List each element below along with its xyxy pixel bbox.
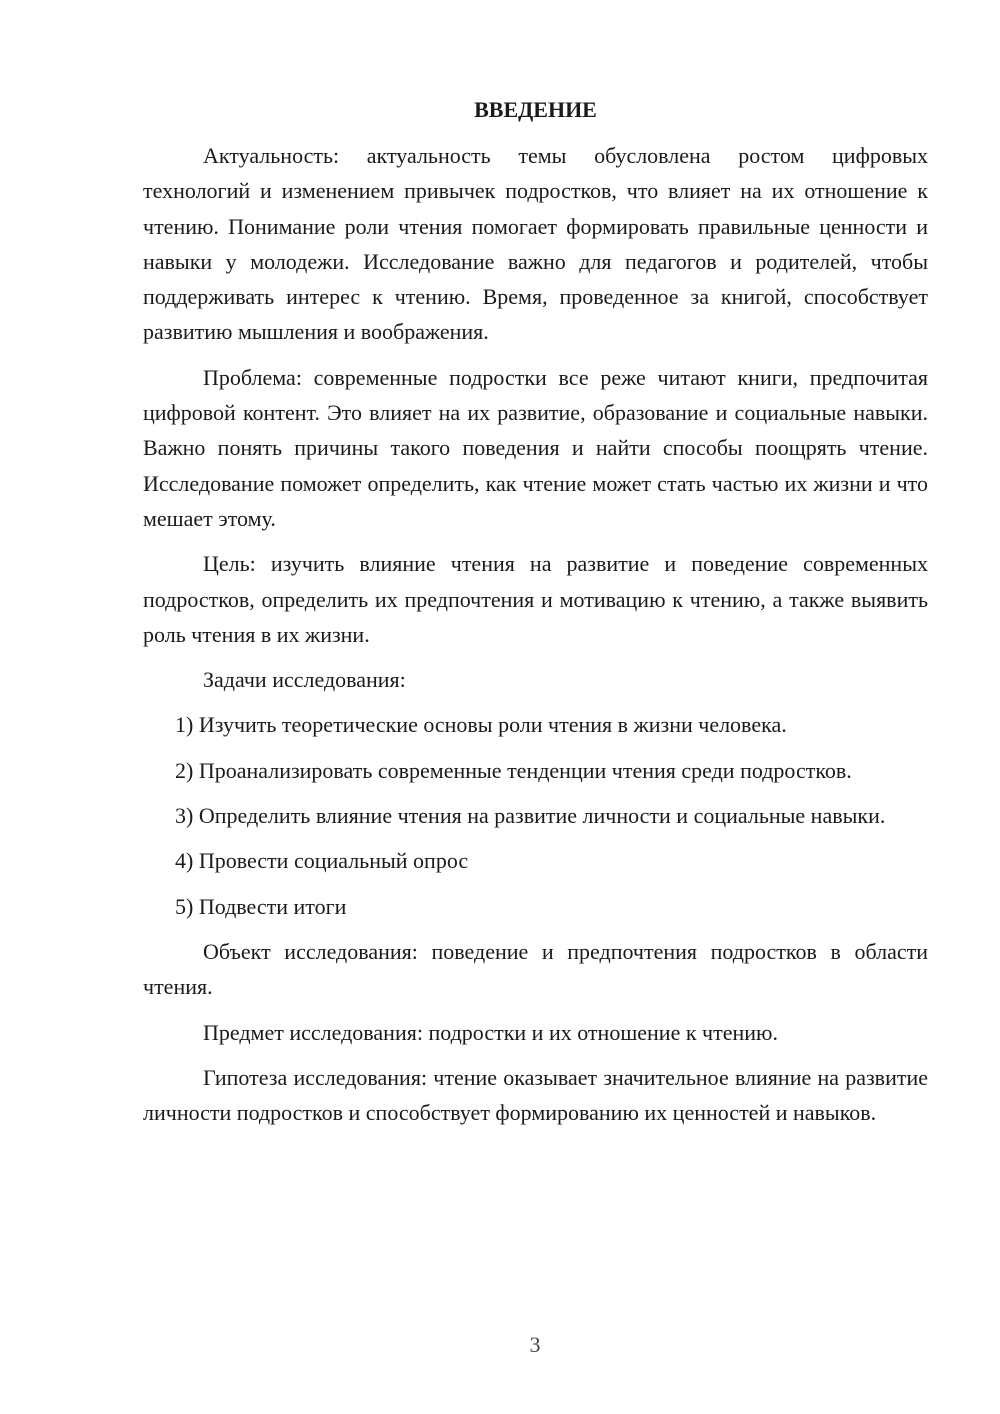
goal-paragraph: Цель: изучить влияние чтения на развитие и поведение современных подростков, определить их предпочтения и мотивацию к чтению, а также выявить роль чтения в их жизни.: [143, 551, 928, 647]
relevance-paragraph: Актуальность: актуальность темы обусловлена ростом цифровых технологий и изменением привычек подростков, что влияет на их отношение к чтению. Понимание роли чтения помогает формировать правильные ценности и навыки у молодежи. Исследование важно для педагогов и родителей, чтобы поддерживать интерес к чтению. Время, проведенное за книгой, способствует развитию мышления и воображения.: [143, 143, 928, 345]
tasks-heading: Задачи исследования:: [203, 667, 406, 693]
problem-paragraph: Проблема: современные подростки все реже читают книги, предпочитая цифровой контент. Это влияет на их развитие, образование и социальные навыки. Важно понять причины такого поведения и найти способы поощрять чтение. Исследование поможет определить, как чтение может стать частью их жизни и что мешает этому.: [143, 364, 928, 531]
hypothesis-paragraph: Гипотеза исследования: чтение оказывает значительное влияние на развитие личности подростков и способствует формированию их ценностей и навыков.: [143, 1064, 928, 1126]
task-item-2: 2) Проанализировать современные тенденции чтения среди подростков.: [175, 757, 852, 783]
document-title: ВВЕДЕНИЕ: [474, 97, 597, 122]
task-item-3: 3) Определить влияние чтения на развитие личности и социальные навыки.: [175, 803, 886, 829]
page-number: 3: [529, 1332, 541, 1357]
task-item-5: 5) Подвести итоги: [175, 893, 347, 919]
task-item-1: 1) Изучить теоретические основы роли чтения в жизни человека.: [175, 712, 787, 738]
task-item-4: 4) Провести социальный опрос: [175, 848, 469, 874]
subject-paragraph: Предмет исследования: подростки и их отношение к чтению.: [203, 1019, 778, 1045]
object-paragraph: Объект исследования: поведение и предпочтения подростков в области чтения.: [143, 938, 928, 1000]
document-page: [143, 90, 928, 1140]
